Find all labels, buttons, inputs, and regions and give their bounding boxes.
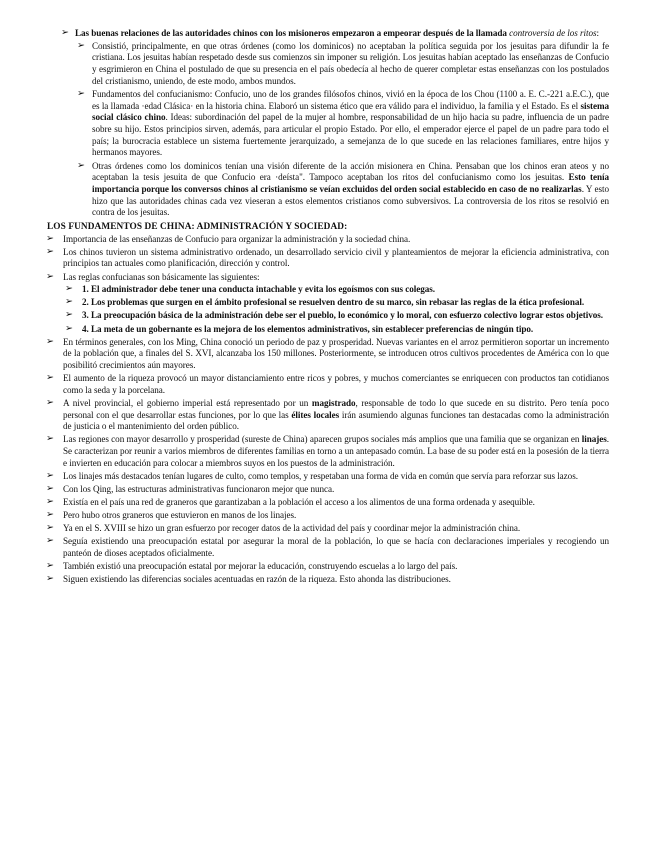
arrow-bullet-icon: ➢ [46, 373, 54, 384]
paragraph-text: En términos generales, con los Ming, China conoció un periodo de paz y prosperidad. Nuevas variantes en el arroz permitieron soportar un incremento de la población que, a finales del S. XVI, alcanzaba los 150 millones. Posteriormente, se introducen otros cultivos procedentes de América con lo que posibilitó crecimientos aún mayores. [63, 336, 609, 370]
arrow-bullet-icon: ➢ [77, 160, 85, 171]
list-item [44, 272, 609, 336]
text-fragment: . Y esto hizo que las autoridades chinas cada vez vieseran a estos elementos cristianos como subversivos. La controversia de los ritos se resolvió en contra de los jesuitas. [92, 183, 609, 218]
rule-text: 4. La meta de un gobernante es la mejora de los elementos administrativos, sin establecer preferencias de ningún tipo. [82, 323, 534, 334]
paragraph-text: Siguen existiendo las diferencias sociales acentuadas en razón de la riqueza. Esto ahonda las distribuciones. [63, 574, 451, 585]
arrow-bullet-icon: ➢ [46, 574, 54, 585]
arrow-bullet-icon: ➢ [65, 323, 73, 334]
list-item [75, 89, 609, 159]
list-item [44, 234, 609, 246]
list-item [44, 497, 609, 509]
text-fragment: : [596, 28, 600, 38]
list-item [75, 41, 609, 88]
list-item [44, 247, 609, 270]
arrow-bullet-icon: ➢ [46, 271, 54, 282]
text-fragment: A nivel provincial, el gobierno imperial está representado por un [63, 397, 309, 408]
paragraph-text: Los chinos tuvieron un sistema administrativo ordenado, un desarrollado servicio civil y planteamientos de mejorar la eficiencia administrativa, con principios tan actuales como planificación, dirección y control. [63, 246, 609, 269]
rule-item [63, 284, 609, 296]
paragraph-text: El aumento de la riqueza provocó un mayor distanciamiento entre ricos y pobres, y muchos comerciantes se enriquecen con productos tan cotidianos como la seda y la porcelana. [63, 373, 609, 395]
arrow-bullet-icon: ➢ [46, 233, 54, 244]
rule-text: 3. La preocupación básica de la administración debe ser el pueblo, lo económico y lo moral, con esfuerzo colectivo lograr estos objetivos. [82, 310, 604, 321]
bold-text: Las buenas relaciones de las autoridades chinos con los misioneros empezaron a empeorar después de la llamada [75, 28, 507, 38]
rule-item [63, 310, 609, 322]
paragraph-text: Importancia de las enseñanzas de Confucio para organizar la administración y la sociedad china. [63, 233, 411, 244]
text-fragment: irán asumiendo algunas funciones tan destacadas como la administración de justicia o el mantenimiento del orden público. [63, 409, 610, 432]
rule-text: 1. El administrador debe tener una conducta intachable y evita los egoísmos con sus colegas. [82, 284, 435, 295]
arrow-bullet-icon: ➢ [65, 297, 73, 308]
rules-sublist [63, 284, 609, 335]
sublist [75, 41, 609, 219]
list-item [44, 28, 609, 219]
list-item [44, 484, 609, 496]
list-item [44, 337, 609, 372]
bold-text: élites locales [291, 409, 340, 420]
arrow-bullet-icon: ➢ [46, 246, 54, 257]
list-item [44, 434, 609, 469]
arrow-bullet-icon: ➢ [46, 497, 54, 508]
paragraph-text: Existía en el país una red de graneros que garantizaban a la población el acceso a los alimentos de una forma ordenada y asequible. [63, 497, 535, 508]
bold-text: sistema social clásico chino [92, 100, 610, 123]
rule-item [63, 297, 609, 309]
arrow-bullet-icon: ➢ [46, 470, 54, 481]
arrow-bullet-icon: ➢ [46, 523, 54, 534]
arrow-bullet-icon: ➢ [46, 434, 54, 445]
arrow-bullet-icon: ➢ [65, 284, 73, 295]
list-item [44, 510, 609, 522]
arrow-bullet-icon: ➢ [46, 510, 54, 521]
arrow-bullet-icon: ➢ [46, 397, 54, 408]
list-item [44, 471, 609, 483]
section-rites-list [44, 28, 609, 219]
paragraph-text: Seguía existiendo una preocupación estatal por asegurar la moral de la población, lo que se hacía con declaraciones imperiales y recogiendo un panteón de dioses aceptados oficialmente. [63, 536, 609, 559]
list-item [44, 398, 609, 433]
arrow-bullet-icon: ➢ [65, 310, 73, 321]
section-administration-list [44, 234, 609, 586]
list-item [44, 561, 609, 573]
list-item [44, 523, 609, 535]
list-item [44, 373, 609, 396]
bold-text: Esto tenía importancia porque los conversos chinos al cristianismo se veían excluidos del orden social establecido en caso de no realizarlas [92, 172, 609, 194]
arrow-bullet-icon: ➢ [46, 483, 54, 494]
italic-text: controversia de los ritos [509, 28, 597, 38]
paragraph-text: Pero hubo otros graneros que estuvieron en manos de los linajes. [63, 510, 297, 521]
text-fragment: Las regiones con mayor desarrollo y prosperidad (sureste de China) aparecen grupos sociales más amplios que una familia que se organizan en [63, 434, 580, 445]
paragraph-text: También existió una preocupación estatal por mejorar la educación, construyendo escuelas a lo largo del país. [63, 561, 458, 572]
arrow-bullet-icon: ➢ [46, 536, 54, 547]
arrow-bullet-icon: ➢ [61, 28, 69, 38]
bold-text: linajes [581, 434, 607, 445]
arrow-bullet-icon: ➢ [46, 561, 54, 572]
bold-text: magistrado [311, 397, 356, 408]
rule-item [63, 324, 609, 336]
paragraph-text: Ya en el S. XVIII se hizo un gran esfuerzo por recoger datos de la actividad del país y coordinar mejor la administración china. [63, 523, 521, 534]
section-heading: LOS FUNDAMENTOS DE CHINA: ADMINISTRACIÓN Y SOCIEDAD: [47, 221, 348, 232]
list-item [75, 161, 609, 220]
text-fragment: . Ideas: subordinación del papel de la mujer al hombre, responsabilidad de un hijo hacia su padre, influencia de un padre sobre su hijo. Estos principios sirven, además, para articular el propio Estado. Por ello, el emperador ejerce el papel de un padre para todo el país; la burocracia establece un sistema fuertemente jerarquizado, a semejanza de lo que sucede en las relaciones familiares, entre hijos y hermanos mayores. [92, 112, 609, 158]
text-fragment: . Se caracterizan por reunir a varios miembros de diferentes familias en torno a un antepasado común. La base de su poder está en la posesión de la tierra e invierten en educación para colocar a miembros suyos en los puestos de la administración. [63, 434, 610, 468]
arrow-bullet-icon: ➢ [77, 40, 85, 51]
text-fragment: , responsable de todo lo que sucede en su distrito. Pero tenía poco personal con el que desarrollar estas funciones, por lo que las [63, 397, 609, 420]
paragraph-text: Las reglas confucianas son básicamente las siguientes: [63, 271, 260, 282]
paragraph-text: Los linajes más destacados tenían lugares de culto, como templos, y respetaban una forma de vida en común que servía para reforzar sus lazos. [63, 470, 578, 481]
arrow-bullet-icon: ➢ [46, 336, 54, 347]
text-fragment: Fundamentos del confucianismo: Confucio, uno de los grandes filósofos chinos, vivió en la época de los Chou (1100 a. E. C.-221 a.E.C.), que es la llamada ·edad Clásica· en la historia china. Elaboró un sistema ético que era válido para el individuo, la familia y el Estado. Es el [92, 88, 609, 111]
text-fragment: Otras órdenes como los dominicos tenían una visión diferente de la acción misionera en China. Pensaban que los chinos eran ateos y no aceptaban la tesis jesuita de que Confucio era ·deísta". Tampoco aceptaban los ritos del confucianismo como los jesuitas. [92, 160, 609, 183]
list-item [44, 574, 609, 586]
rule-text: 2. Los problemas que surgen en el ámbito profesional se resuelven dentro de su marco, sin rebasar las reglas de la ética profesional. [82, 297, 585, 308]
paragraph-text: Consistió, principalmente, en que otras órdenes (como los dominicos) no aceptaban la política seguida por los jesuitas para difundir la fe cristiana. Los jesuitas habían respetado desde sus comienzos sin imponer su religión. Los jesuitas habían aceptado las enseñanzas de Confucio y esgrimieron en China el postulado de que su presencia en el país obedecía al hecho de querer completar estas enseñanzas con los postulados del cristianismo, uniendo, de este modo, ambos mundos. [92, 40, 609, 86]
list-item [44, 536, 609, 559]
arrow-bullet-icon: ➢ [77, 88, 85, 99]
paragraph-text: Con los Qing, las estructuras administrativas funcionaron mejor que nunca. [63, 483, 335, 494]
